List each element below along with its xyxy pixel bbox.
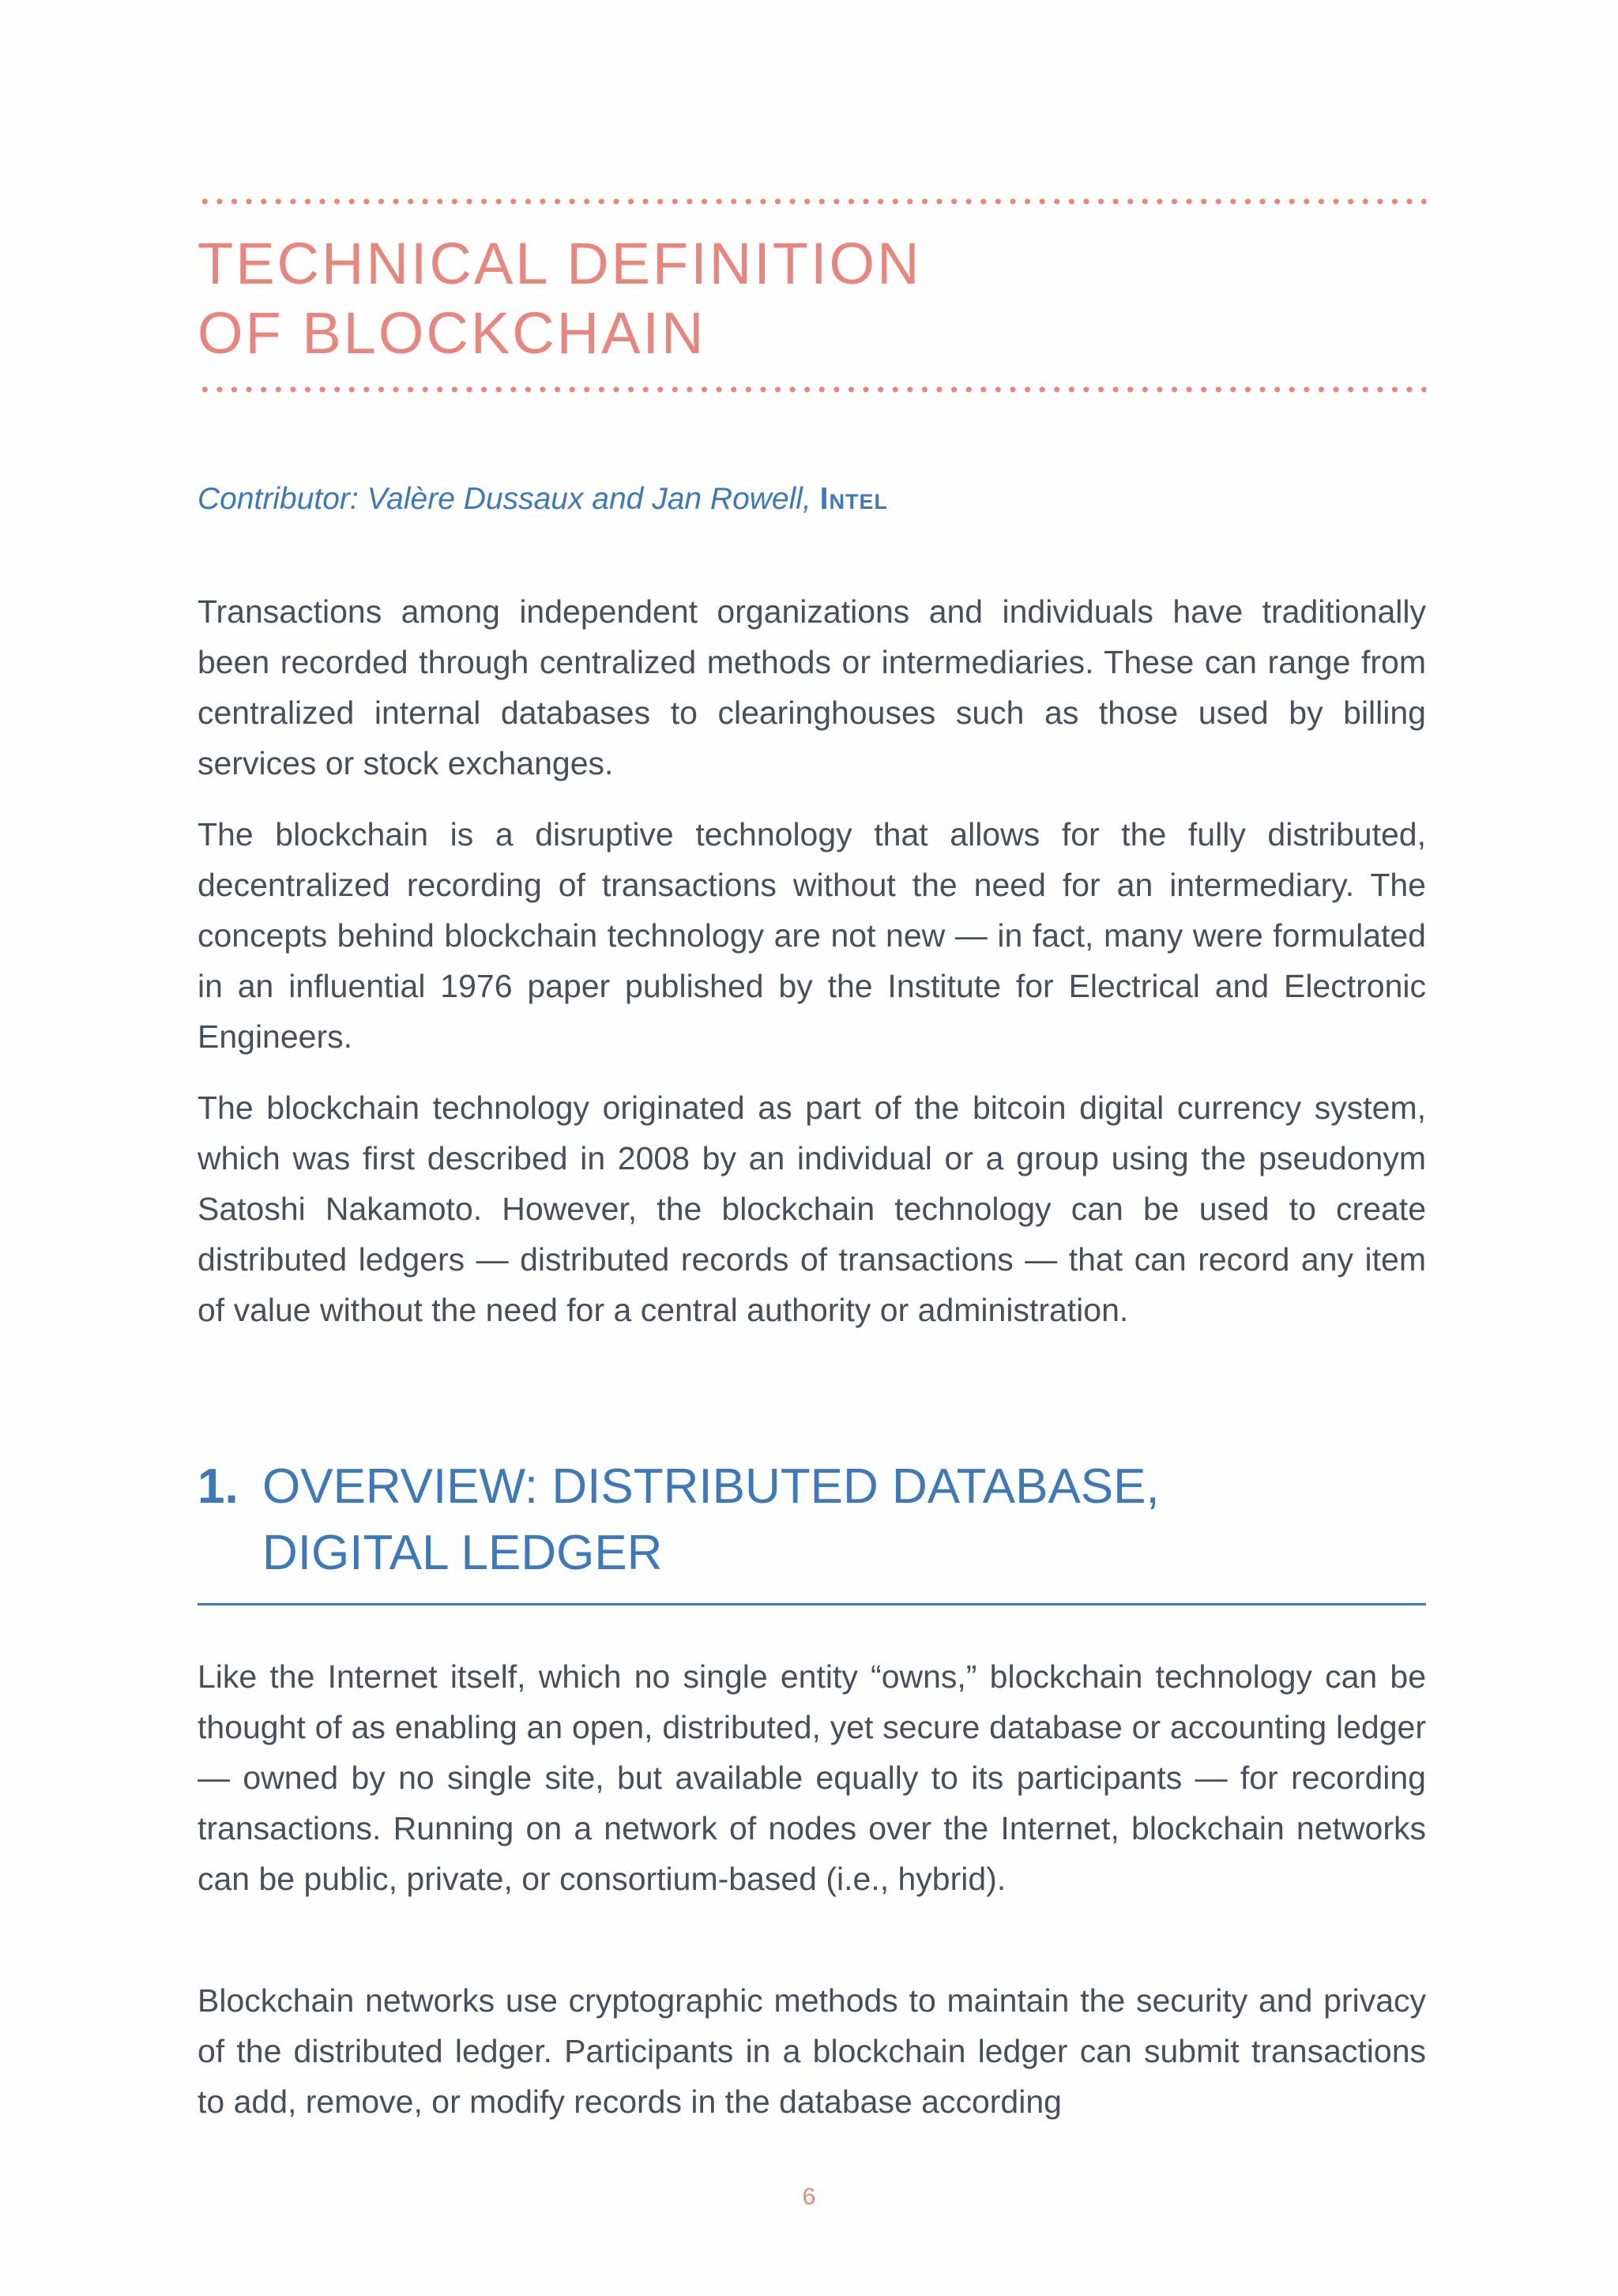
page-title-line-1: TECHNICAL DEFINITION	[198, 231, 922, 296]
section-number: 1.	[198, 1459, 239, 1514]
contributor-text: Contributor: Valère Dussaux and Jan Rowell,	[198, 482, 820, 516]
section-heading-line-2: DIGITAL LEDGER	[262, 1526, 663, 1580]
section-paragraph-1: Like the Internet itself, which no single entity “owns,” blockchain technology can be thought of as enabling an open, distributed, yet secure database or accounting ledger — owned by no single site, but available equally to its participants — for recording transactions. Running on a network of nodes over the Internet, blockchain networks can be public, private, or consortium-based (i.e., hybrid).	[198, 1658, 1426, 1897]
intro-paragraph-1: Transactions among independent organizations and individuals have traditionally been recorded through centralized methods or intermediaries. These can range from centralized internal databases to clearinghouses such as those used by billing services or stock exchanges.	[198, 593, 1426, 781]
dotted-rule-top	[198, 198, 1426, 205]
page-number: 6	[802, 2184, 816, 2210]
page-title-line-2: OF BLOCKCHAIN	[198, 300, 706, 366]
section-paragraph-2: Blockchain networks use cryptographic methods to maintain the security and privacy of the distributed ledger. Participants in a blockchain ledger can submit transactions to add, remove, or modify records in the database according	[198, 1982, 1426, 2120]
contributor-organization: Intel	[819, 482, 888, 516]
section-heading-line-1: OVERVIEW: DISTRIBUTED DATABASE,	[262, 1459, 1160, 1514]
intro-paragraph-2: The blockchain is a disruptive technology that allows for the fully distributed, decentralized recording of transactions without the need for an intermediary. The concepts behind blockchain technology are not new — in fact, many were formulated in an influential 1976 paper published by the Institute for Electrical and Electronic Engineers.	[198, 816, 1426, 1055]
dotted-rule-bottom	[198, 386, 1426, 393]
page-title	[198, 229, 922, 368]
section-divider	[198, 1603, 1426, 1605]
contributor-line	[198, 477, 888, 521]
section-heading-text	[262, 1454, 1160, 1586]
intro-paragraph-3: The blockchain technology originated as part of the bitcoin digital currency system, which was first described in 2008 by an individual or a group using the pseudonym Satoshi Nakamoto. However, the blockchain technology can be used to create distributed ledgers — distributed records of transactions — that can record any item of value without the need for a central authority or administration.	[198, 1090, 1426, 1328]
